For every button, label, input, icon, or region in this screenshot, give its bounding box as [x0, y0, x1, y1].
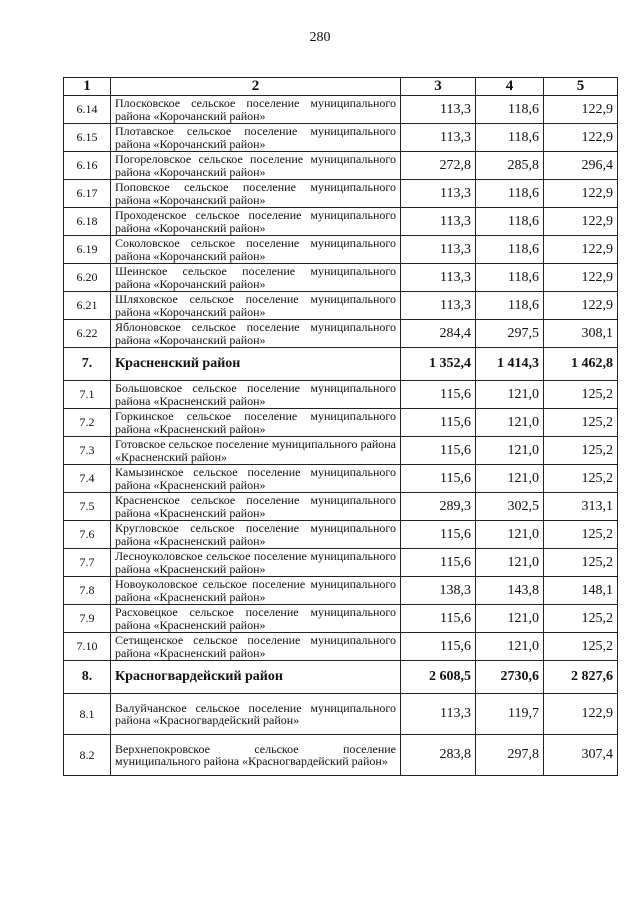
value-col-5: 122,9 — [544, 694, 618, 735]
row-number: 8. — [64, 661, 111, 694]
value-col-4: 118,6 — [476, 236, 544, 264]
value-col-3: 115,6 — [401, 633, 476, 661]
value-col-5: 296,4 — [544, 152, 618, 180]
row-name: Проходенское сельское поселение муниципального района «Корочанский район» — [111, 208, 401, 236]
value-col-5: 1 462,8 — [544, 348, 618, 381]
header-col-2: 2 — [111, 78, 401, 96]
value-col-4: 121,0 — [476, 437, 544, 465]
row-name: Новоуколовское сельское поселение муниципального района «Красненский район» — [111, 577, 401, 605]
value-col-5: 122,9 — [544, 292, 618, 320]
page-number: 280 — [309, 30, 331, 45]
row-name: Лесноуколовское сельское поселение муниципального района «Красненский район» — [111, 549, 401, 577]
value-col-5: 122,9 — [544, 208, 618, 236]
row-name: Яблоновское сельское поселение муниципального района «Корочанский район» — [111, 320, 401, 348]
value-col-4: 118,6 — [476, 208, 544, 236]
value-col-3: 115,6 — [401, 409, 476, 437]
value-col-4: 121,0 — [476, 521, 544, 549]
value-col-5: 125,2 — [544, 381, 618, 409]
value-col-4: 2730,6 — [476, 661, 544, 694]
value-col-4: 118,6 — [476, 96, 544, 124]
table-row — [64, 152, 618, 180]
row-number: 6.22 — [64, 320, 111, 348]
value-col-4: 118,6 — [476, 264, 544, 292]
row-number: 8.1 — [64, 694, 111, 735]
value-col-4: 121,0 — [476, 381, 544, 409]
value-col-5: 125,2 — [544, 437, 618, 465]
table-row — [64, 577, 618, 605]
row-name: Плотавское сельское поселение муниципального района «Корочанский район» — [111, 124, 401, 152]
value-col-3: 115,6 — [401, 605, 476, 633]
value-col-3: 289,3 — [401, 493, 476, 521]
value-col-4: 297,5 — [476, 320, 544, 348]
value-col-5: 125,2 — [544, 605, 618, 633]
value-col-4: 285,8 — [476, 152, 544, 180]
value-col-5: 122,9 — [544, 124, 618, 152]
value-col-4: 118,6 — [476, 292, 544, 320]
row-number: 7.10 — [64, 633, 111, 661]
value-col-5: 122,9 — [544, 264, 618, 292]
value-col-3: 113,3 — [401, 694, 476, 735]
table-row — [64, 124, 618, 152]
row-name: Сетищенское сельское поселение муниципального района «Красненский район» — [111, 633, 401, 661]
row-number: 7.1 — [64, 381, 111, 409]
value-col-3: 113,3 — [401, 124, 476, 152]
row-name: Плосковское сельское поселение муниципального района «Корочанский район» — [111, 96, 401, 124]
value-col-4: 143,8 — [476, 577, 544, 605]
row-number: 6.19 — [64, 236, 111, 264]
row-name: Горкинское сельское поселение муниципального района «Красненский район» — [111, 409, 401, 437]
value-col-3: 272,8 — [401, 152, 476, 180]
row-number: 6.20 — [64, 264, 111, 292]
value-col-3: 113,3 — [401, 236, 476, 264]
value-col-4: 119,7 — [476, 694, 544, 735]
row-number: 6.18 — [64, 208, 111, 236]
value-col-5: 125,2 — [544, 549, 618, 577]
table-row — [64, 465, 618, 493]
row-name: Камызинское сельское поселение муниципального района «Красненский район» — [111, 465, 401, 493]
row-number: 7. — [64, 348, 111, 381]
table-row — [64, 292, 618, 320]
row-number: 7.2 — [64, 409, 111, 437]
value-col-4: 121,0 — [476, 633, 544, 661]
row-number: 7.6 — [64, 521, 111, 549]
table-row — [64, 96, 618, 124]
row-name: Погореловское сельское поселение муниципального района «Корочанский район» — [111, 152, 401, 180]
value-col-3: 115,6 — [401, 437, 476, 465]
value-col-3: 115,6 — [401, 465, 476, 493]
table-row — [64, 493, 618, 521]
table-row — [64, 320, 618, 348]
allocation-table — [63, 77, 618, 776]
row-name: Шляховское сельское поселение муниципального района «Корочанский район» — [111, 292, 401, 320]
section-row — [64, 661, 618, 694]
table-row — [64, 381, 618, 409]
header-col-1: 1 — [64, 78, 111, 96]
value-col-3: 113,3 — [401, 180, 476, 208]
value-col-5: 125,2 — [544, 521, 618, 549]
value-col-4: 121,0 — [476, 549, 544, 577]
value-col-4: 118,6 — [476, 180, 544, 208]
row-name: Поповское сельское поселение муниципального района «Корочанский район» — [111, 180, 401, 208]
value-col-3: 284,4 — [401, 320, 476, 348]
value-col-3: 113,3 — [401, 264, 476, 292]
table-row — [64, 208, 618, 236]
row-number: 7.9 — [64, 605, 111, 633]
header-col-4: 4 — [476, 78, 544, 96]
value-col-5: 2 827,6 — [544, 661, 618, 694]
row-name: Шеинское сельское поселение муниципального района «Корочанский район» — [111, 264, 401, 292]
row-number: 7.3 — [64, 437, 111, 465]
header-col-5: 5 — [544, 78, 618, 96]
table-row — [64, 735, 618, 776]
row-name: Валуйчанское сельское поселение муниципального района «Красногвардейский район» — [111, 694, 401, 735]
value-col-4: 118,6 — [476, 124, 544, 152]
row-name: Красненский район — [111, 348, 401, 381]
value-col-5: 313,1 — [544, 493, 618, 521]
value-col-3: 115,6 — [401, 381, 476, 409]
table-row — [64, 521, 618, 549]
value-col-4: 121,0 — [476, 465, 544, 493]
value-col-5: 125,2 — [544, 633, 618, 661]
value-col-5: 122,9 — [544, 180, 618, 208]
row-name: Красногвардейский район — [111, 661, 401, 694]
row-number: 8.2 — [64, 735, 111, 776]
header-row — [64, 78, 618, 96]
row-name: Кругловское сельское поселение муниципального района «Красненский район» — [111, 521, 401, 549]
row-number: 7.7 — [64, 549, 111, 577]
value-col-5: 122,9 — [544, 236, 618, 264]
row-number: 6.14 — [64, 96, 111, 124]
value-col-5: 148,1 — [544, 577, 618, 605]
row-name: Большовское сельское поселение муниципального района «Красненский район» — [111, 381, 401, 409]
table-row — [64, 633, 618, 661]
row-number: 7.5 — [64, 493, 111, 521]
row-number: 6.17 — [64, 180, 111, 208]
table-body — [64, 96, 618, 776]
row-number: 6.21 — [64, 292, 111, 320]
row-name: Готовское сельское поселение муниципального района «Красненский район» — [111, 437, 401, 465]
value-col-3: 1 352,4 — [401, 348, 476, 381]
table-row — [64, 549, 618, 577]
value-col-4: 297,8 — [476, 735, 544, 776]
value-col-4: 1 414,3 — [476, 348, 544, 381]
value-col-3: 283,8 — [401, 735, 476, 776]
value-col-3: 113,3 — [401, 208, 476, 236]
header-col-3: 3 — [401, 78, 476, 96]
value-col-5: 307,4 — [544, 735, 618, 776]
value-col-5: 125,2 — [544, 409, 618, 437]
row-name: Верхнепокровское сельское поселение муниципального района «Красногвардейский район» — [111, 735, 401, 776]
row-number: 6.16 — [64, 152, 111, 180]
table-row — [64, 437, 618, 465]
value-col-3: 138,3 — [401, 577, 476, 605]
row-number: 7.8 — [64, 577, 111, 605]
section-row — [64, 348, 618, 381]
row-name: Красненское сельское поселение муниципального района «Красненский район» — [111, 493, 401, 521]
row-name: Соколовское сельское поселение муниципального района «Корочанский район» — [111, 236, 401, 264]
table-row — [64, 409, 618, 437]
table-row — [64, 605, 618, 633]
value-col-4: 121,0 — [476, 605, 544, 633]
value-col-4: 121,0 — [476, 409, 544, 437]
table-row — [64, 236, 618, 264]
value-col-3: 115,6 — [401, 549, 476, 577]
row-name: Расховецкое сельское поселение муниципального района «Красненский район» — [111, 605, 401, 633]
value-col-4: 302,5 — [476, 493, 544, 521]
row-number: 6.15 — [64, 124, 111, 152]
value-col-5: 125,2 — [544, 465, 618, 493]
value-col-5: 122,9 — [544, 96, 618, 124]
value-col-3: 115,6 — [401, 521, 476, 549]
table-row — [64, 264, 618, 292]
row-number: 7.4 — [64, 465, 111, 493]
value-col-3: 113,3 — [401, 96, 476, 124]
table-row — [64, 694, 618, 735]
value-col-5: 308,1 — [544, 320, 618, 348]
value-col-3: 113,3 — [401, 292, 476, 320]
value-col-3: 2 608,5 — [401, 661, 476, 694]
table-row — [64, 180, 618, 208]
